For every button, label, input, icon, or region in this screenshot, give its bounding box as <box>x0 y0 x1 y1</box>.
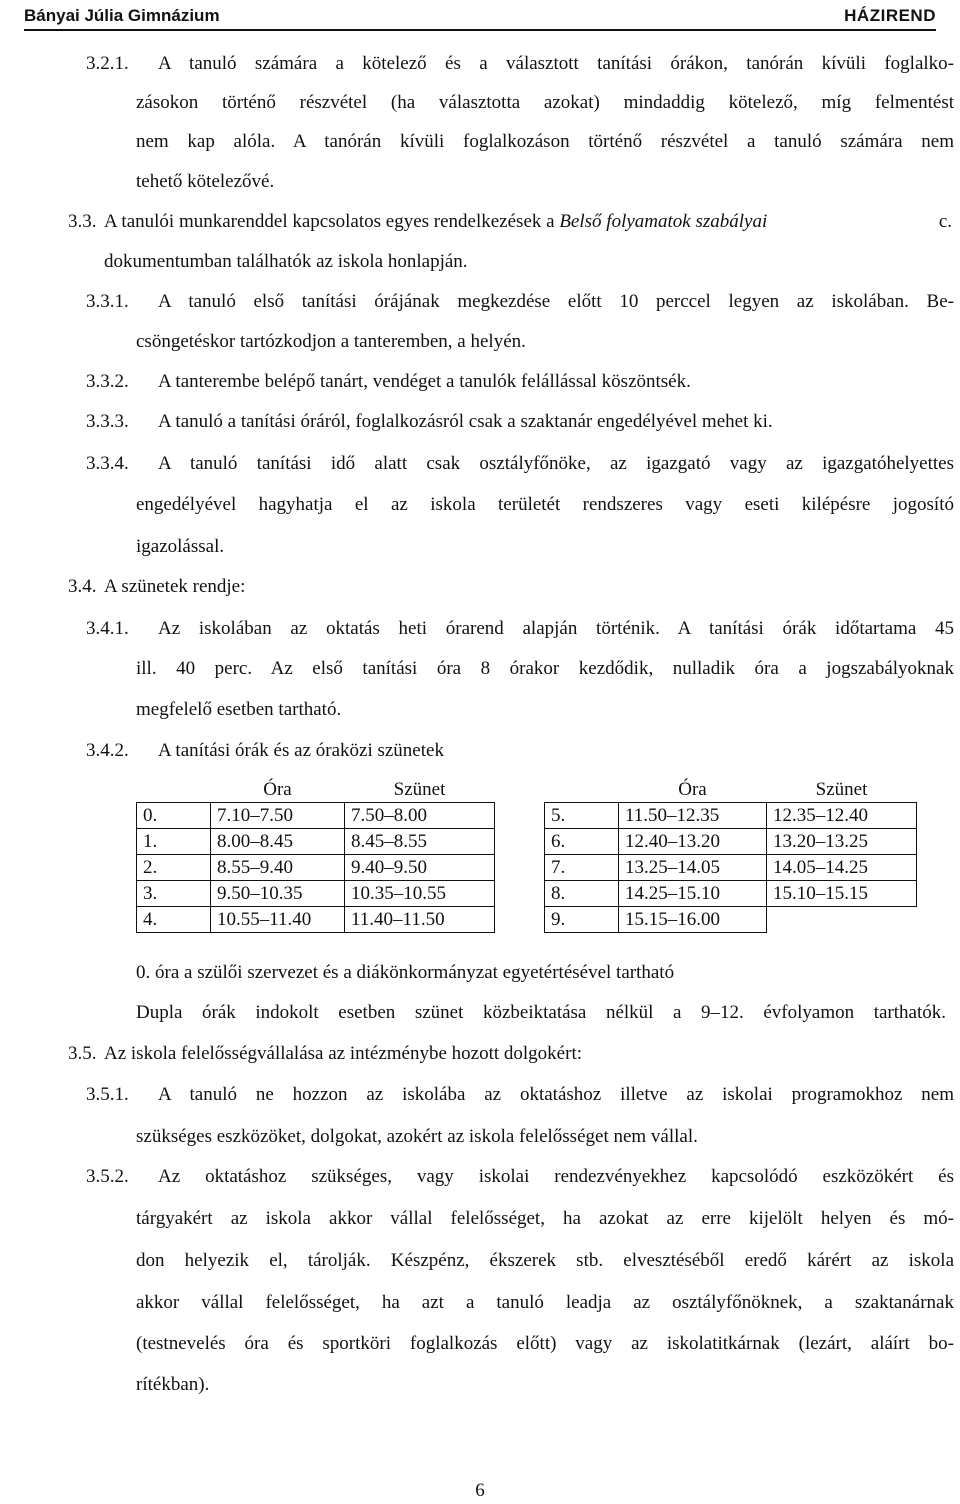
column-header-szunet: Szünet <box>767 777 917 803</box>
paragraph-3-3-3-line-1: A tanuló a tanítási óráról, foglalkozásról csak a szaktanár engedélyével mehet ki. <box>158 411 773 432</box>
column-header-szunet: Szünet <box>345 777 495 803</box>
schedule-table-left <box>136 777 495 933</box>
paragraph-3-4-1-line-1: Az iskolában az oktatás heti órarend alapján történik. A tanítási órák időtartama 45 <box>158 618 954 639</box>
page-number: 6 <box>475 1480 485 1501</box>
paragraph-3-5-1-line-2: szükséges eszközöket, dolgokat, azokért az iskola felelősséget nem vállal. <box>136 1126 698 1147</box>
table-row: 8. 14.25–15.10 15.10–15.15 <box>545 881 917 907</box>
paragraph-3-3-4-line-1: A tanuló tanítási idő alatt csak osztályfőnöke, az igazgató vagy az igazgatóhelyettes <box>158 453 954 474</box>
paragraph-3-2-1-line-4: tehető kötelezővé. <box>136 171 275 192</box>
note-zero-period: 0. óra a szülői szervezet és a diákönkormányzat egyetértésével tartható <box>136 962 675 983</box>
section-number-3-2-1: 3.2.1. <box>86 53 129 74</box>
paragraph-3-5-2-line-6: rítékban). <box>136 1374 210 1395</box>
table-row: 3. 9.50–10.35 10.35–10.55 <box>137 881 495 907</box>
paragraph-3-5-2-line-2: tárgyakért az iskola akkor vállal felelősséget, ha azokat az erre kijelölt helyen és mó- <box>136 1208 954 1229</box>
table-row: 2. 8.55–9.40 9.40–9.50 <box>137 855 495 881</box>
paragraph-3-5-2-line-4: akkor vállal felelősséget, ha azt a tanuló leadja az osztályfőnöknek, a szaktanárnak <box>136 1292 954 1313</box>
section-number-3-3: 3.3. <box>68 211 97 232</box>
page-header <box>24 4 936 30</box>
paragraph-3-4-1-line-2: ill. 40 perc. Az első tanítási óra 8 órakor kezdődik, nulladik óra a jogszabályoknak <box>136 658 954 679</box>
paragraph-3-4-1-line-3: megfelelő esetben tartható. <box>136 699 342 720</box>
header-rule <box>24 29 936 31</box>
table-row: 4. 10.55–11.40 11.40–11.50 <box>137 907 495 933</box>
section-number-3-3-2: 3.3.2. <box>86 371 129 392</box>
column-header-ora: Óra <box>211 777 345 803</box>
paragraph-3-5-2-line-3: don helyezik el, tárolják. Készpénz, ékszerek stb. elvesztéséből eredő kárért az iskola <box>136 1250 954 1271</box>
paragraph-3-3-1-line-2: csöngetéskor tartózkodjon a tanteremben, a helyén. <box>136 331 526 352</box>
section-number-3-5: 3.5. <box>68 1043 97 1064</box>
heading-3-5: Az iskola felelősségvállalása az intézménybe hozott dolgokért: <box>104 1043 582 1064</box>
section-number-3-4: 3.4. <box>68 576 97 597</box>
section-number-3-4-1: 3.4.1. <box>86 618 129 639</box>
paragraph-3-3-4-line-2: engedélyével hagyhatja el az iskola területét rendszeres vagy eseti kilépésre jogosító <box>136 494 954 515</box>
paragraph-3-5-1-line-1: A tanuló ne hozzon az iskolába az oktatáshoz illetve az iskolai programokhoz nem <box>158 1084 954 1105</box>
paragraph-3-2-1-line-2: zásokon történő részvétel (ha választotta azokat) mindaddig kötelező, míg felmentést <box>136 92 954 113</box>
heading-3-4-2: A tanítási órák és az óraközi szünetek <box>158 740 444 761</box>
table-row: 7. 13.25–14.05 14.05–14.25 <box>545 855 917 881</box>
paragraph-3-2-1-line-1: A tanuló számára a kötelező és a választott tanítási órákon, tanórán kívüli foglalko- <box>158 53 954 74</box>
section-number-3-3-1: 3.3.1. <box>86 291 129 312</box>
table-row: 6. 12.40–13.20 13.20–13.25 <box>545 829 917 855</box>
table-row: 5. 11.50–12.35 12.35–12.40 <box>545 803 917 829</box>
paragraph-3-3-1-line-1: A tanuló első tanítási órájának megkezdése előtt 10 perccel legyen az iskolában. Be- <box>158 291 954 312</box>
paragraph-3-5-2-line-5: (testnevelés óra és sportköri foglalkozás előtt) vagy az iskolatitkárnak (lezárt, aláírt bo- <box>136 1333 954 1354</box>
table-row: 0. 7.10–7.50 7.50–8.00 <box>137 803 495 829</box>
document-title: HÁZIREND <box>844 6 936 25</box>
paragraph-3-3-2-line-1: A tanterembe belépő tanárt, vendéget a tanulók felállással köszöntsék. <box>158 371 691 392</box>
note-double-periods: Dupla órák indokolt esetben szünet közbeiktatása nélkül a 9–12. évfolyamon tarthatók. <box>136 1002 946 1023</box>
section-number-3-3-4: 3.3.4. <box>86 453 129 474</box>
italic-reference: Belső folyamatok szabályai <box>559 211 768 232</box>
paragraph-3-2-1-line-3: nem kap alóla. A tanórán kívüli foglalkozáson történő részvétel a tanuló számára nem <box>136 131 954 152</box>
paragraph-3-3-line-1: A tanulói munkarenddel kapcsolatos egyes rendelkezések a Belső folyamatok szabályai c. <box>104 211 952 232</box>
section-number-3-5-1: 3.5.1. <box>86 1084 129 1105</box>
school-name: Bányai Júlia Gimnázium <box>24 6 220 25</box>
schedule-table-right <box>544 777 917 933</box>
table-row: 1. 8.00–8.45 8.45–8.55 <box>137 829 495 855</box>
paragraph-3-3-4-line-3: igazolással. <box>136 536 225 557</box>
heading-3-4: A szünetek rendje: <box>104 576 246 597</box>
section-number-3-5-2: 3.5.2. <box>86 1166 129 1187</box>
table-row: 9. 15.15–16.00 <box>545 907 917 933</box>
section-number-3-3-3: 3.3.3. <box>86 411 129 432</box>
column-header-ora: Óra <box>619 777 767 803</box>
paragraph-3-3-line-2: dokumentumban találhatók az iskola honlapján. <box>104 251 468 272</box>
paragraph-3-5-2-line-1: Az oktatáshoz szükséges, vagy iskolai rendezvényekhez kapcsolódó eszközökért és <box>158 1166 954 1187</box>
section-number-3-4-2: 3.4.2. <box>86 740 129 761</box>
